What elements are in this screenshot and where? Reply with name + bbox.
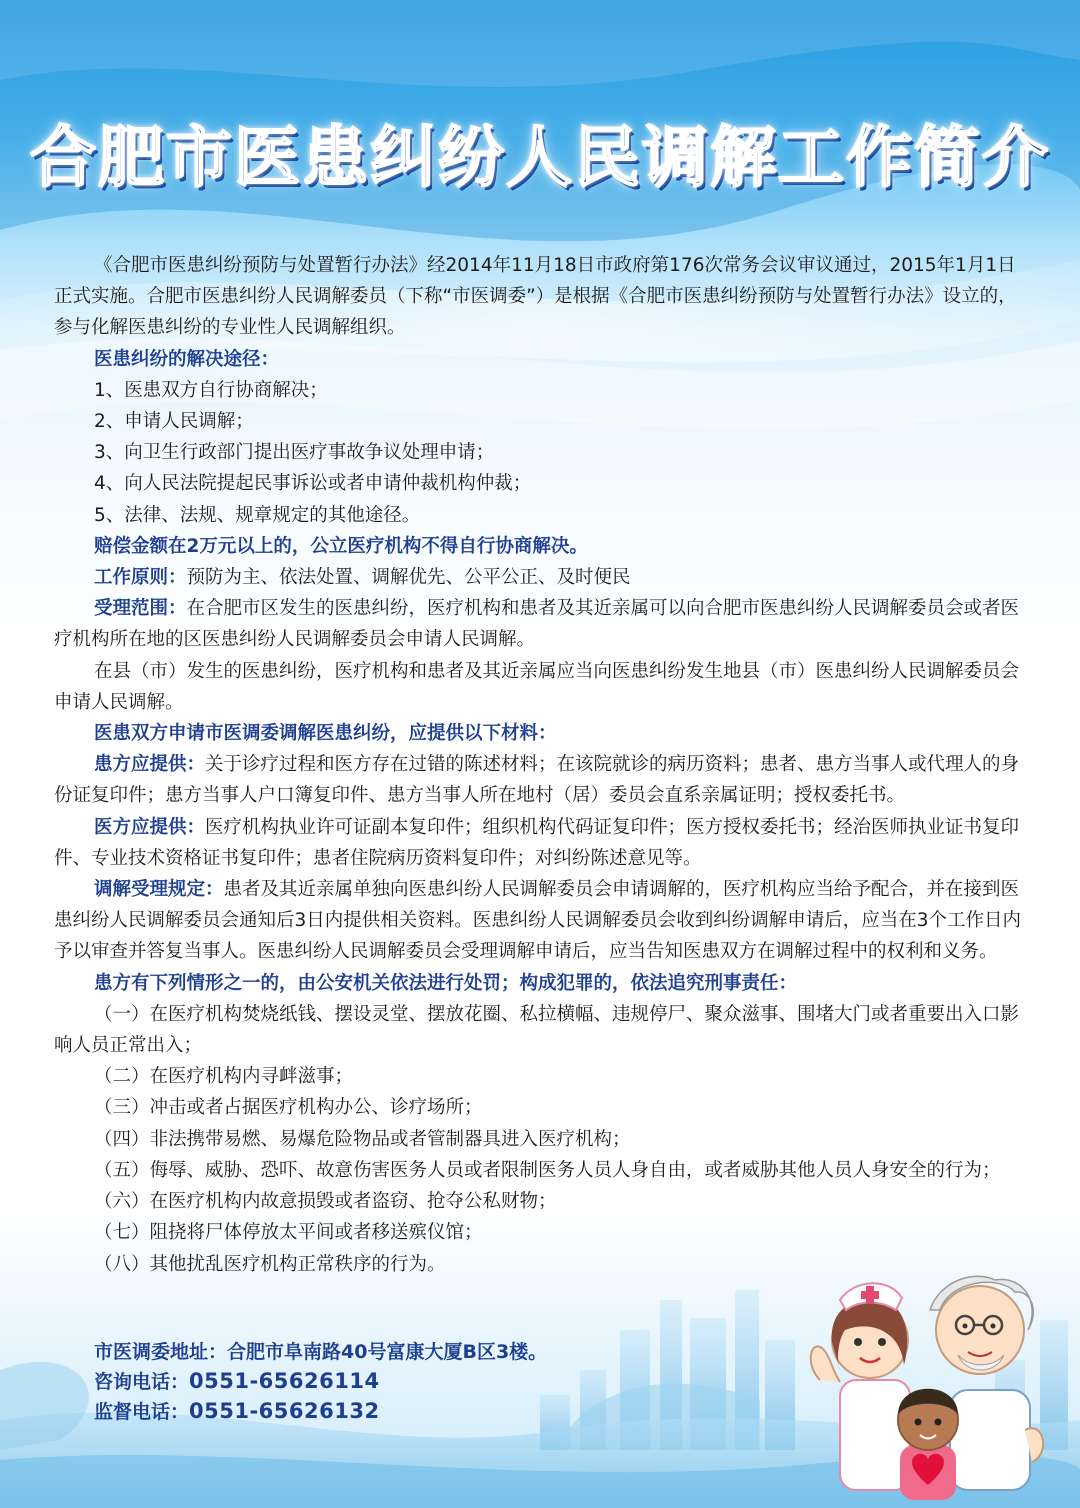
mascot-illustration [800, 1270, 1050, 1505]
hospital-materials-text: 医疗机构执业许可证副本复印件；组织机构代码证复印件；医方授权委托书；经治医师执业证书复印件、专业技术资格证书复印件；患者住院病历资料复印件；对纠纷陈述意见等。 [54, 816, 1020, 869]
list-item: 1、医患双方自行协商解决； [94, 379, 328, 401]
materials-heading: 医患双方申请市医调委调解医患纠纷，应提供以下材料： [94, 723, 557, 745]
rules-label: 调解受理规定： [94, 879, 224, 901]
list-item: （五）侮辱、威胁、恐吓、故意伤害医务人员或者限制医务人员人身自由，或者威胁其他人员人身安全的行为； [94, 1159, 1001, 1181]
supervise-phone-row [94, 1397, 547, 1427]
list-item: （八）其他扰乱医疗机构正常秩序的行为。 [94, 1253, 446, 1275]
list-item: （七）阻挠将尸体停放太平间或者移送殡仪馆； [94, 1222, 483, 1244]
rules-text: 患者及其近亲属单独向医患纠纷人民调解委员会申请调解的，医疗机构应当给予配合，并在接到医患纠纷人民调解委员会通知后3日内提供相关资料。医患纠纷人民调解委员会收到纠纷调解申请后，应当在3个工作日内予以审查并答复当事人。医患纠纷人民调解委员会受理调解申请后，应当告知医患双方在调解过程中的权利和义务。 [54, 879, 1022, 963]
resolution-heading: 医患纠纷的解决途径： [94, 348, 280, 370]
list-item: 2、申请人民调解； [94, 411, 254, 433]
list-item: 3、向卫生行政部门提出医疗事故争议处理申请； [94, 442, 495, 464]
compensation-note: 赔偿金额在2万元以上的，公立医疗机构不得自行协商解决。 [94, 535, 588, 557]
list-item: （四）非法携带易燃、易爆危险物品或者管制器具进入医疗机构； [94, 1128, 631, 1150]
intro-paragraph: 《合肥市医患纠纷预防与处置暂行办法》经2014年11月18日市政府第176次常务会议审议通过，2015年1月1日正式实施。合肥市医患纠纷人民调解委员（下称“市医调委”）是根据《合肥市医患纠纷预防与处置暂行办法》设立的，参与化解医患纠纷的专业性人民调解组织。 [54, 255, 1017, 339]
address-value: 合肥市阜南路40号富康大厦B区3楼。 [227, 1341, 548, 1363]
list-item: （三）冲击或者占据医疗机构办公、诊疗场所； [94, 1097, 483, 1119]
page-title: 合肥市医患纠纷人民调解工作简介 [30, 119, 1050, 196]
principle-text: 预防为主、依法处置、调解优先、公平公正、及时便民 [186, 567, 631, 589]
list-item: 4、向人民法院提起民事诉讼或者申请仲裁机构仲裁； [94, 473, 532, 495]
consult-phone-value: 0551-65626114 [189, 1369, 380, 1393]
list-item: （一）在医疗机构焚烧纸钱、摆设灵堂、摆放花圈、私拉横幅、违规停尸、聚众滋事、围堵大门或者重要出入口影响人员正常出入； [54, 1003, 1020, 1057]
principle-paragraph [54, 562, 1028, 593]
list-item: 5、法律、法规、规章规定的其他途径。 [94, 504, 421, 526]
hospital-materials-label: 医方应提供： [94, 816, 206, 838]
penalties-heading: 患方有下列情形之一的，由公安机关依法进行处罚；构成犯罪的，依法追究刑事责任： [94, 972, 798, 994]
patient-materials-paragraph [54, 749, 1028, 811]
consult-phone-label: 咨询电话： [94, 1371, 190, 1393]
hospital-materials-paragraph [54, 812, 1028, 874]
document-body [54, 250, 1028, 1280]
supervise-phone-value: 0551-65626132 [189, 1399, 380, 1423]
rules-paragraph [54, 874, 1028, 968]
scope-paragraph [54, 593, 1028, 655]
scope-county-paragraph: 在县（市）发生的医患纠纷，医疗机构和患者及其近亲属应当向医患纠纷发生地县（市）医患纠纷人民调解委员会申请人民调解。 [54, 660, 1020, 713]
scope-text: 在合肥市区发生的医患纠纷，医疗机构和患者及其近亲属可以向合肥市医患纠纷人民调解委员会或者医疗机构所在地的区医患纠纷人民调解委员会申请人民调解。 [54, 598, 1020, 651]
list-item: （六）在医疗机构内故意损毁或者盗窃、抢夺公私财物； [94, 1191, 557, 1213]
supervise-phone-label: 监督电话： [94, 1401, 190, 1423]
list-item: （二）在医疗机构内寻衅滋事； [94, 1066, 354, 1088]
patient-materials-text: 关于诊疗过程和医方存在过错的陈述材料；在该院就诊的病历资料；患者、患方当事人或代理人的身份证复印件；患方当事人户口簿复印件、患方当事人所在地村（居）委员会直系亲属证明；授权委托书。 [54, 754, 1020, 807]
address-row [94, 1338, 547, 1367]
nurse-cartoon-icon [811, 1283, 910, 1490]
consult-phone-row [94, 1367, 547, 1397]
patient-materials-label: 患方应提供： [94, 754, 206, 776]
scope-label: 受理范围： [94, 598, 187, 620]
contact-block [94, 1338, 547, 1427]
principle-label: 工作原则： [94, 567, 187, 589]
address-label: 市医调委地址： [94, 1341, 228, 1363]
